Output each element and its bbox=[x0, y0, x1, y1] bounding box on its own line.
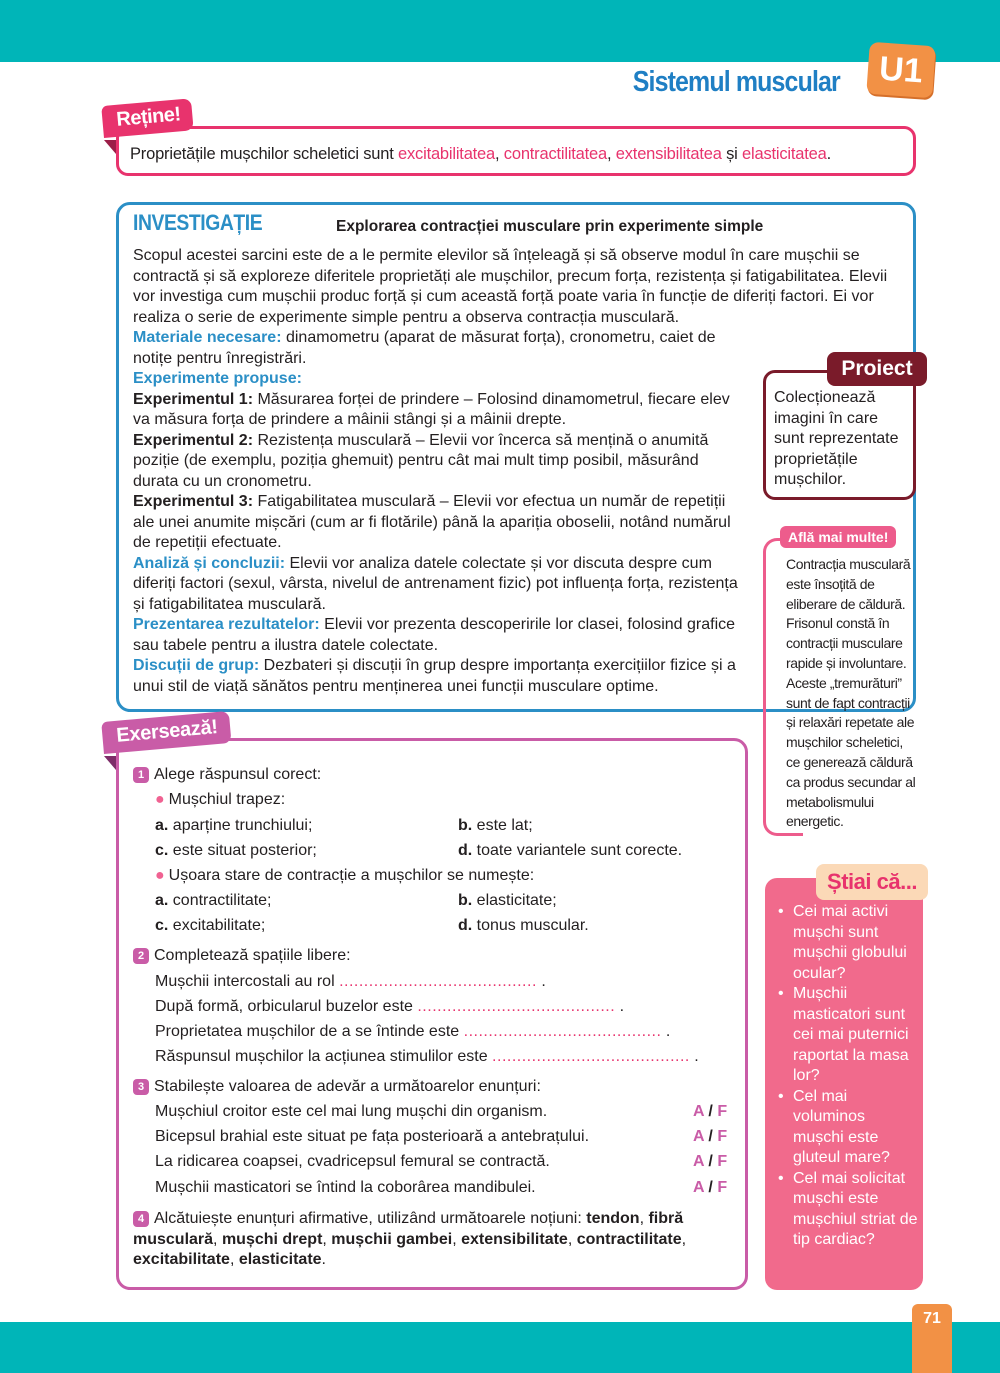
experiments-heading: Experimente propuse: bbox=[133, 370, 302, 387]
chapter-title: Sistemul muscular bbox=[632, 66, 840, 98]
true-option[interactable]: A bbox=[693, 1128, 704, 1145]
term: extensibilitate bbox=[461, 1230, 568, 1248]
false-option[interactable]: F bbox=[717, 1179, 728, 1196]
experiment-1 bbox=[133, 390, 743, 431]
exercise-3-prompt bbox=[133, 1078, 541, 1096]
sentence-text: Mușchii intercostali au rol bbox=[155, 973, 340, 990]
question-text: Mușchiul trapez: bbox=[168, 791, 286, 808]
true-false-statement: Mușchii masticatori se întind la coborârea mandibulei. bbox=[155, 1179, 536, 1196]
bullet-icon: ● bbox=[155, 867, 165, 884]
investigation-subtitle: Explorarea contracției musculare prin experimente simple bbox=[336, 218, 764, 235]
term: tendon bbox=[586, 1210, 640, 1227]
investigation-title: INVESTIGAȚIE bbox=[133, 210, 263, 235]
separator: , bbox=[322, 1230, 332, 1248]
blank-field[interactable]: ........................................ bbox=[492, 1048, 690, 1065]
exercise-number-badge: 3 bbox=[133, 1079, 149, 1095]
fill-blank-line bbox=[155, 1023, 670, 1041]
learn-more-text: Contracția musculară este însoțită de eliberare de căldură. Frisonul constă în contracții musculare rapide și involuntare. Aceste „tremurături” sunt de fapt contracții și relaxări repetate ale mușchilor scheletici, ce generează căldură ca produs secundar al metabolismului energetic. bbox=[786, 556, 916, 830]
option[interactable] bbox=[458, 842, 682, 860]
exercise-1-prompt bbox=[133, 766, 321, 784]
option[interactable] bbox=[458, 817, 533, 835]
option-letter: b. bbox=[458, 817, 473, 834]
blank-field[interactable]: ........................................ bbox=[417, 998, 616, 1015]
separator: . bbox=[826, 145, 831, 163]
blank-field[interactable]: ........................................ bbox=[463, 1023, 662, 1040]
did-you-know-item: • Cei mai activi mușchi sunt mușchii globului ocular? bbox=[775, 902, 920, 984]
bottom-band bbox=[0, 1322, 1000, 1373]
false-option[interactable]: F bbox=[717, 1103, 728, 1120]
did-you-know-item: • Cel mai voluminos mușchi este gluteul mare? bbox=[775, 1087, 920, 1169]
prompt-text: Stabilește valoarea de adevăr a următoarelor enunțuri: bbox=[154, 1078, 541, 1095]
did-you-know-tag: Știai că... bbox=[816, 864, 928, 900]
sentence-end: . bbox=[689, 1048, 699, 1065]
fill-blank-line bbox=[155, 998, 624, 1016]
separator: / bbox=[703, 1179, 718, 1196]
did-you-know-item: • Cel mai solicitat mușchi este mușchiul striat de tip cardiac? bbox=[775, 1169, 920, 1251]
option[interactable] bbox=[155, 842, 317, 860]
exercise-number-badge: 2 bbox=[133, 948, 149, 964]
false-option[interactable]: F bbox=[717, 1128, 728, 1145]
fill-blank-line bbox=[155, 1048, 699, 1066]
retine-tag: Reține! bbox=[101, 98, 194, 138]
discussion-paragraph bbox=[133, 656, 743, 697]
experiment-label: Experimentul 1: bbox=[133, 390, 254, 408]
retine-term: extensibilitatea bbox=[615, 145, 722, 163]
exercise-4-prompt bbox=[133, 1209, 733, 1271]
materials-paragraph bbox=[133, 328, 743, 369]
sentence-text: După formă, orbicularul buzelor este bbox=[155, 998, 418, 1015]
experiment-2 bbox=[133, 431, 743, 493]
term: mușchii gambei bbox=[331, 1230, 453, 1248]
prompt-text: Completează spațiile libere: bbox=[154, 947, 351, 964]
experiment-label: Experimentul 3: bbox=[133, 493, 254, 510]
option-text: toate variantele sunt corecte. bbox=[472, 842, 683, 859]
did-you-know-list bbox=[775, 902, 920, 1251]
option-letter: a. bbox=[155, 892, 169, 909]
retine-term: elasticitatea bbox=[742, 145, 827, 163]
question-1 bbox=[155, 791, 285, 809]
true-option[interactable]: A bbox=[693, 1153, 704, 1170]
presentation-paragraph bbox=[133, 615, 743, 656]
true-false-statement: Bicepsul brahial este situat pe fața posterioară a antebrațului. bbox=[155, 1128, 590, 1145]
blank-field[interactable]: ........................................ bbox=[339, 973, 537, 990]
prompt-text: Alege răspunsul corect: bbox=[154, 766, 322, 783]
investigation-intro: Scopul acestei sarcini este de a le permite elevilor să înțeleagă și să observe modul în care mușchii se contractă și să exploreze diferitele proprietăți ale mușchilor, precum forța, rezistența și fatigabilitatea. Elevii vor investiga cum mușchii produc forță și cum această forță poate varia în funcție de diferiți factori. Ei vor realiza o serie de experimente simple pentru a observa contracția musculară. bbox=[133, 247, 888, 326]
true-false-choice[interactable] bbox=[693, 1153, 727, 1171]
separator: / bbox=[703, 1153, 718, 1170]
discussion-label: Discuții de grup: bbox=[133, 657, 260, 674]
option-text: tonus muscular. bbox=[472, 917, 589, 934]
separator: , bbox=[681, 1230, 687, 1248]
retine-term: excitabilitatea bbox=[398, 145, 496, 163]
separator: . bbox=[321, 1251, 326, 1268]
experiment-3 bbox=[133, 492, 743, 554]
term: elasticitate bbox=[238, 1251, 322, 1268]
option-letter: d. bbox=[458, 917, 473, 934]
true-false-choice[interactable] bbox=[693, 1179, 727, 1197]
separator: , bbox=[567, 1230, 577, 1248]
materials-text: dinamometru (aparat de măsurat forța), cronometru, caiet de notițe pentru înregistrări. bbox=[133, 329, 716, 367]
option-letter: c. bbox=[155, 842, 169, 859]
separator: , bbox=[495, 145, 504, 163]
separator: și bbox=[721, 145, 743, 163]
exercise-tag: Exersează! bbox=[101, 711, 231, 754]
option-letter: c. bbox=[155, 917, 169, 934]
true-false-choice[interactable] bbox=[693, 1128, 727, 1146]
option-text: aparține trunchiului; bbox=[168, 817, 313, 834]
top-band bbox=[0, 0, 1000, 62]
retine-prefix: Proprietățile mușchilor scheletici sunt bbox=[130, 145, 399, 163]
analysis-text: Elevii vor analiza datele colectate și vor discuta despre cum diferiți factori (sexul, vârsta, nivelul de antrenament fizic) pot influența forța, rezistența și fatigabilitatea musculară. bbox=[133, 554, 738, 613]
option[interactable] bbox=[155, 917, 265, 935]
exercise-tag-fold bbox=[104, 756, 116, 770]
fill-blank-line bbox=[155, 973, 546, 991]
project-tag: Proiect bbox=[827, 352, 927, 386]
sentence-text: Răspunsul mușchilor la acțiunea stimulilor este bbox=[155, 1048, 493, 1065]
question-text: Ușoara stare de contracție a mușchilor se numește: bbox=[168, 867, 535, 884]
sentence-end: . bbox=[661, 1023, 671, 1040]
option-text: elasticitate; bbox=[472, 892, 557, 909]
true-option[interactable]: A bbox=[693, 1103, 704, 1120]
false-option[interactable]: F bbox=[717, 1153, 728, 1170]
option-letter: a. bbox=[155, 817, 169, 834]
bullet-icon: ● bbox=[155, 791, 165, 808]
experiment-label: Experimentul 2: bbox=[133, 431, 254, 449]
separator: / bbox=[703, 1128, 718, 1145]
option-text: este lat; bbox=[472, 817, 533, 834]
experiment-text: Măsurarea forței de prindere – Folosind dinamometrul, fiecare elev va măsura forța de prindere a mâinii stângi și a mâinii drepte. bbox=[133, 390, 730, 428]
separator: , bbox=[607, 145, 616, 163]
option[interactable] bbox=[458, 892, 557, 910]
term: excitabilitate bbox=[133, 1251, 230, 1268]
true-option[interactable]: A bbox=[693, 1179, 704, 1196]
materials-label: Materiale necesare: bbox=[133, 329, 282, 346]
question-2 bbox=[155, 867, 534, 885]
analysis-paragraph bbox=[133, 554, 743, 616]
learn-more-tag: Află mai multe! bbox=[780, 526, 896, 548]
exercise-2-prompt bbox=[133, 947, 351, 965]
presentation-label: Prezentarea rezultatelor: bbox=[133, 616, 320, 633]
sentence-text: Proprietatea mușchilor de a se întinde este bbox=[155, 1023, 464, 1040]
separator: / bbox=[703, 1103, 718, 1120]
option[interactable] bbox=[155, 817, 312, 835]
term: contractilitate bbox=[576, 1230, 682, 1248]
retine-tag-fold bbox=[104, 140, 116, 154]
prompt-text: Alcătuiește enunțuri afirmative, utilizând următoarele noțiuni: bbox=[154, 1210, 587, 1227]
sentence-end: . bbox=[615, 998, 625, 1015]
page-number: 71 bbox=[912, 1304, 952, 1373]
separator: , bbox=[229, 1251, 239, 1268]
term: fibră musculară bbox=[133, 1210, 684, 1248]
separator: , bbox=[452, 1230, 462, 1248]
term: mușchi drept bbox=[221, 1230, 323, 1248]
true-false-choice[interactable] bbox=[693, 1103, 727, 1121]
separator: , bbox=[213, 1230, 222, 1248]
retine-term: contractilitatea bbox=[503, 145, 607, 163]
option-text: excitabilitate; bbox=[168, 917, 266, 934]
retine-text bbox=[130, 145, 831, 164]
option[interactable] bbox=[458, 917, 589, 935]
presentation-text: Elevii vor prezenta descoperirile lor clasei, folosind grafice sau tabele pentru a ilustra datele colectate. bbox=[133, 616, 736, 654]
analysis-label: Analiză și concluzii: bbox=[133, 554, 286, 572]
option[interactable] bbox=[155, 892, 272, 910]
true-false-statement: La ridicarea coapsei, cvadricepsul femural se contractă. bbox=[155, 1153, 550, 1170]
exercise-number-badge: 4 bbox=[133, 1211, 149, 1227]
true-false-statement: Mușchiul croitor este cel mai lung mușchi din organism. bbox=[155, 1103, 548, 1120]
separator: , bbox=[639, 1210, 649, 1227]
sentence-end: . bbox=[536, 973, 546, 990]
option-text: contractilitate; bbox=[168, 892, 272, 909]
experiment-text: Fatigabilitatea musculară – Elevii vor efectua un număr de repetiții ale unei anumite mișcări (cum ar fi flotările) până la apariția oboselii, notând numărul de repetiții efectuate. bbox=[133, 493, 731, 551]
did-you-know-item: • Mușchii masticatori sunt cei mai puternici raportat la masa lor? bbox=[775, 984, 920, 1087]
option-letter: b. bbox=[458, 892, 473, 909]
discussion-text: Dezbateri și discuții în grup despre importanța exercițiilor fizice și a unui stil de viață sănătos pentru menținerea unei funcții musculare optime. bbox=[133, 657, 736, 695]
option-letter: d. bbox=[458, 842, 473, 859]
option-text: este situat posterior; bbox=[168, 842, 317, 859]
unit-badge: U1 bbox=[866, 42, 935, 98]
exercise-number-badge: 1 bbox=[133, 767, 149, 783]
project-text: Colecționează imagini în care sunt reprezentate proprietățile mușchilor. bbox=[774, 389, 899, 488]
experiment-text: Rezistența musculară – Elevii vor încerca să mențină o anumită poziție (de exemplu, poziția ghemuit) pentru cât mai mult timp posibil, măsurând durata cu un cronometru. bbox=[133, 431, 709, 490]
